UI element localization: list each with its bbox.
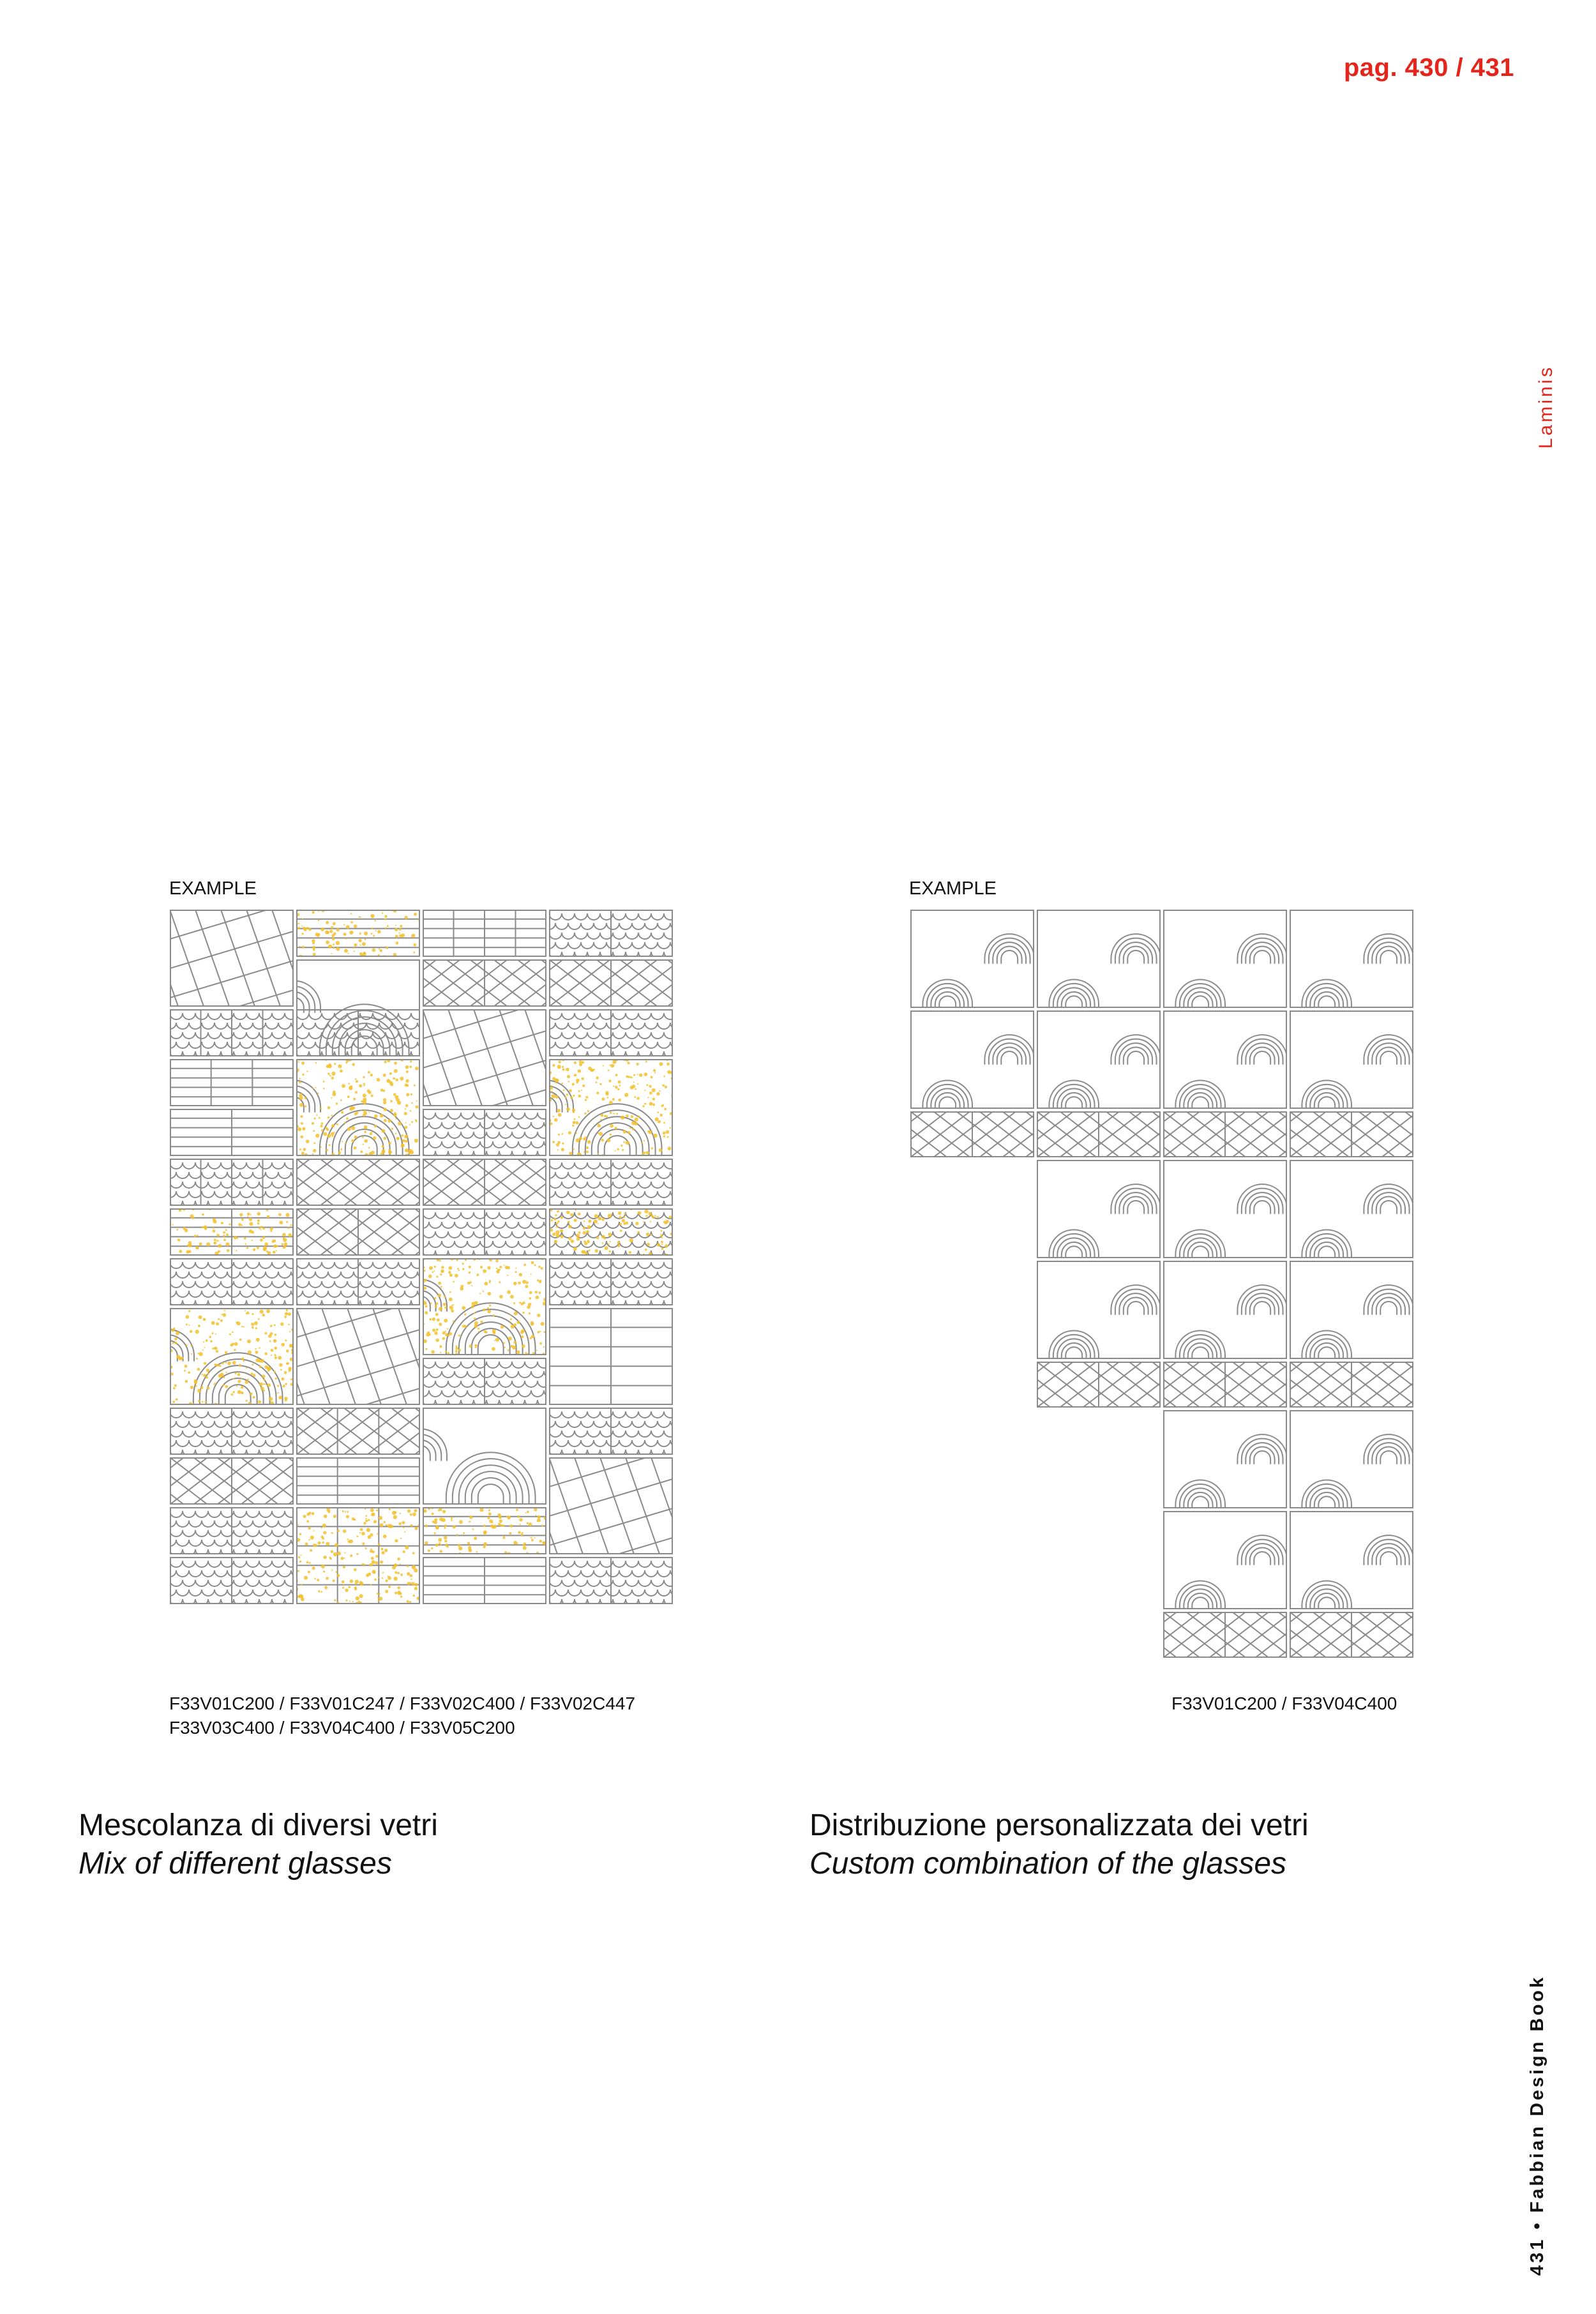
right-glass-tile <box>1302 1434 1413 1510</box>
left-glass-tile <box>296 908 421 959</box>
right-glass-tile <box>1175 1434 1287 1510</box>
right-glass-tile <box>1198 1111 1533 1157</box>
left-glass-tile <box>455 959 799 1007</box>
left-codes <box>169 1692 635 1740</box>
right-glass-tile <box>1071 1111 1407 1157</box>
left-glass-composition <box>169 908 677 1663</box>
right-glass-tile <box>1175 934 1287 1009</box>
right-glass-tile <box>1049 1035 1161 1110</box>
right-glass-tile <box>1175 1285 1287 1360</box>
left-glass-tile <box>202 1159 546 1206</box>
page-number: pag. 430 / 431 <box>1343 54 1514 82</box>
right-glass-tile <box>1175 1184 1287 1259</box>
right-example-label: EXAMPLE <box>909 878 997 899</box>
right-glass-tile <box>1071 1362 1407 1408</box>
left-glass-tile <box>170 1207 294 1256</box>
right-glass-tile <box>945 1362 1281 1408</box>
left-glass-tile <box>393 1256 547 1356</box>
right-glass-tile <box>922 1035 1034 1110</box>
book-footer: 431 • Fabbian Design Book <box>1527 1974 1547 2276</box>
left-glass-tile <box>423 910 546 957</box>
right-glass-composition <box>909 908 1417 1663</box>
left-glass-tile <box>328 1159 673 1206</box>
left-heading <box>79 1807 438 1883</box>
right-glass-tile <box>1302 1184 1413 1259</box>
left-glass-tile <box>92 1095 636 1572</box>
right-glass-tile <box>1049 1285 1161 1360</box>
left-glass-tile <box>549 1308 673 1405</box>
left-glass-tile <box>295 1507 420 1605</box>
left-codes-line-2: F33V03C400 / F33V04C400 / F33V05C200 <box>169 1718 515 1738</box>
right-glass-tile <box>945 1111 1281 1157</box>
right-glass-tile <box>1302 1035 1413 1110</box>
left-title-italian: Mescolanza di diversi vetri <box>79 1808 438 1842</box>
right-glass-tile <box>1302 934 1413 1009</box>
left-glass-tile <box>170 1059 294 1106</box>
left-codes-line-1: F33V01C200 / F33V01C247 / F33V02C400 / F33V02C447 <box>169 1694 636 1713</box>
left-glass-tile <box>423 1506 547 1555</box>
left-glass-tile <box>267 1058 418 1157</box>
right-glass-tile <box>1175 1535 1287 1611</box>
right-glass-tile <box>818 1111 1154 1157</box>
right-heading <box>809 1807 1309 1883</box>
right-glass-tile <box>1049 934 1161 1009</box>
left-glass-tile <box>218 796 763 1273</box>
section-label: Laminis <box>1535 364 1556 449</box>
left-glass-tile <box>0 696 510 1174</box>
left-glass-tile <box>328 959 673 1007</box>
right-codes <box>1171 1692 1397 1716</box>
left-glass-tile <box>296 1457 420 1505</box>
left-glass-tile <box>423 1557 546 1604</box>
left-glass-tile <box>140 1307 294 1406</box>
left-glass-tile <box>170 1109 294 1156</box>
left-title-english: Mix of different glasses <box>79 1847 392 1881</box>
right-title-italian: Distribuzione personalizzata dei vetri <box>809 1808 1309 1842</box>
left-glass-tile <box>520 1058 674 1157</box>
right-glass-tile <box>922 934 1034 1009</box>
right-glass-tile <box>1198 1612 1533 1658</box>
right-glass-tile <box>1049 1184 1161 1259</box>
right-glass-tile <box>1071 1612 1407 1658</box>
left-example-label: EXAMPLE <box>169 878 257 899</box>
right-glass-tile <box>1302 1285 1413 1360</box>
left-glass-tile <box>345 1244 889 1722</box>
right-codes-line-1: F33V01C200 / F33V04C400 <box>1171 1694 1397 1713</box>
right-title-english: Custom combination of the glasses <box>809 1847 1287 1881</box>
right-glass-tile <box>1198 1362 1533 1408</box>
right-glass-tile <box>1302 1535 1413 1611</box>
left-glass-tile <box>75 1457 420 1505</box>
right-glass-tile <box>1175 1035 1287 1110</box>
left-glass-tile <box>202 1408 546 1455</box>
